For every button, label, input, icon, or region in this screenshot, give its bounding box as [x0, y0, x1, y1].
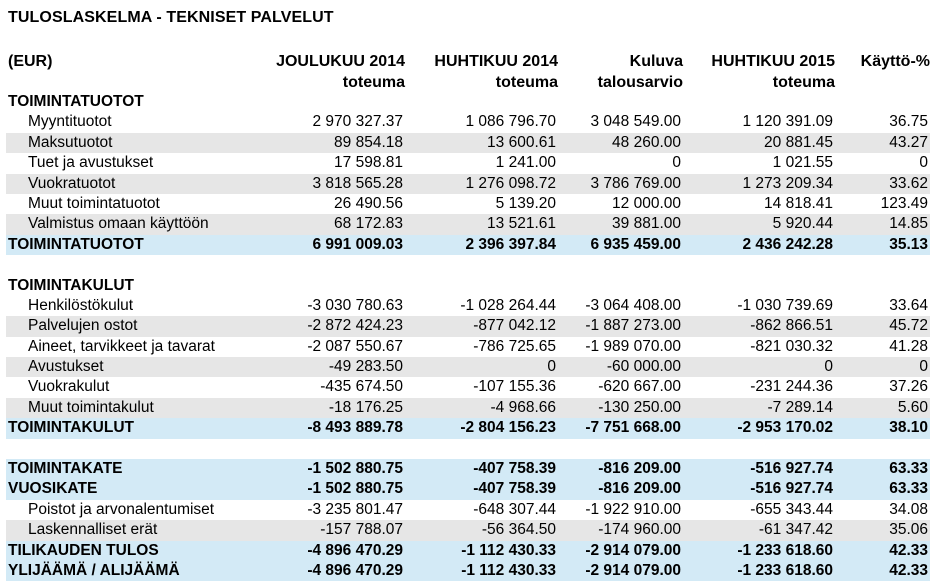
cell-col5: 33.62	[889, 174, 928, 192]
table-row	[6, 296, 930, 316]
cell-col2: -407 758.39	[473, 460, 556, 478]
cell-col3: -816 209.00	[598, 480, 681, 498]
cell-col2: -1 112 430.33	[461, 561, 556, 579]
cell-col3: 3 786 769.00	[590, 174, 681, 192]
cell-col5: 33.64	[889, 296, 928, 314]
cell-col5: 41.28	[889, 337, 928, 355]
header-col3-line1: Kuluva	[629, 53, 683, 70]
cell-col4: -821 030.32	[750, 337, 833, 355]
table-row	[6, 337, 930, 357]
cell-col2: -107 155.36	[473, 378, 556, 396]
cell-col4: -2 953 170.02	[737, 419, 833, 437]
row-label: Muut toimintakulut	[28, 398, 154, 416]
row-label: TOIMINTATUOTOT	[8, 235, 144, 253]
header-col4-line1: HUHTIKUU 2015	[711, 53, 835, 70]
cell-col5: 43.27	[889, 133, 928, 151]
cell-col1: -1 502 880.75	[307, 460, 403, 478]
total-row	[6, 235, 930, 255]
header-col2-line1: HUHTIKUU 2014	[434, 53, 558, 70]
cell-col5: 123.49	[880, 194, 928, 212]
header-currency-label: (EUR)	[8, 53, 53, 70]
row-label: Vuokratuotot	[28, 174, 116, 192]
cell-col4: 1 021.55	[772, 154, 833, 172]
cell-col5: 37.26	[889, 378, 928, 396]
cell-col3: 39 881.00	[612, 215, 681, 233]
cell-col2: 1 276 098.72	[465, 174, 556, 192]
cell-col5: 38.10	[889, 419, 928, 437]
cell-col5: 36.75	[889, 113, 928, 131]
total-row	[6, 561, 930, 581]
row-label: Henkilöstökulut	[28, 296, 134, 314]
cell-col4: -516 927.74	[750, 460, 833, 478]
cell-col2: -407 758.39	[473, 480, 556, 498]
header-col1-line1: JOULUKUU 2014	[276, 53, 405, 70]
cell-col2: 2 396 397.84	[465, 235, 556, 253]
cell-col1: 89 854.18	[334, 133, 403, 151]
cell-col1: -3 030 780.63	[307, 296, 403, 314]
cell-col3: 48 260.00	[612, 133, 681, 151]
table-row	[6, 214, 930, 234]
header-col-kaytto-percent	[861, 51, 930, 72]
cell-col3: -2 914 079.00	[585, 541, 681, 559]
table-row	[6, 398, 930, 418]
table-row	[6, 500, 930, 520]
cell-col4: 2 436 242.28	[742, 235, 833, 253]
row-label: VUOSIKATE	[8, 480, 98, 498]
cell-col4: -655 343.44	[750, 500, 833, 518]
row-label: Poistot ja arvonalentumiset	[28, 500, 215, 518]
table-row	[6, 357, 930, 377]
total-row	[6, 541, 930, 561]
total-row	[6, 459, 930, 479]
table-row	[6, 316, 930, 336]
cell-col4: -231 244.36	[750, 378, 833, 396]
header-col3-line2: talousarvio	[597, 74, 683, 91]
cell-col2: -1 112 430.33	[461, 541, 556, 559]
cell-col3: 3 048 549.00	[590, 113, 681, 131]
row-label: Muut toimintatuotot	[28, 194, 160, 212]
cell-col3: -7 751 668.00	[585, 419, 681, 437]
row-label: Aineet, tarvikkeet ja tavarat	[28, 337, 215, 355]
header-col-huhtikuu-2014	[434, 51, 558, 93]
cell-col5: 0	[919, 358, 928, 376]
header-col1-line2: toteuma	[342, 74, 405, 91]
table-row	[6, 520, 930, 540]
cell-col4: 1 120 391.09	[742, 113, 833, 131]
row-label: TOIMINTATUOTOT	[8, 93, 144, 110]
cell-col5: 63.33	[889, 460, 928, 478]
cell-col3: 6 935 459.00	[590, 235, 681, 253]
row-label: Tuet ja avustukset	[28, 154, 154, 172]
cell-col3: 12 000.00	[612, 194, 681, 212]
row-label: TOIMINTAKULUT	[8, 419, 134, 437]
cell-col4: 20 881.45	[764, 133, 833, 151]
cell-col1: -4 896 470.29	[307, 541, 403, 559]
cell-col1: -2 087 550.67	[307, 337, 403, 355]
cell-col2: 0	[547, 358, 556, 376]
cell-col2: -877 042.12	[473, 317, 556, 335]
cell-col4: 14 818.41	[764, 194, 833, 212]
spacer-row	[6, 255, 930, 275]
cell-col3: -1 989 070.00	[585, 337, 681, 355]
cell-col2: 5 139.20	[495, 194, 556, 212]
cell-col1: 2 970 327.37	[312, 113, 403, 131]
cell-col4: -1 233 618.60	[737, 561, 833, 579]
cell-col5: 34.08	[889, 500, 928, 518]
cell-col3: 0	[672, 154, 681, 172]
cell-col3: -174 960.00	[598, 521, 681, 539]
row-label: Vuokrakulut	[28, 378, 110, 396]
cell-col3: -1 887 273.00	[585, 317, 681, 335]
cell-col5: 35.13	[889, 235, 928, 253]
table-row	[6, 133, 930, 153]
cell-col5: 42.33	[889, 541, 928, 559]
table-row	[6, 377, 930, 397]
cell-col1: 26 490.56	[334, 194, 403, 212]
table-row	[6, 153, 930, 173]
header-col5-line1: Käyttö-%	[860, 53, 930, 70]
cell-col2: 1 086 796.70	[465, 113, 556, 131]
row-label: TOIMINTAKATE	[8, 460, 123, 478]
cell-col4: -61 347.42	[758, 521, 833, 539]
cell-col5: 63.33	[889, 480, 928, 498]
page-title: TULOSLASKELMA - TEKNISET PALVELUT	[8, 9, 334, 26]
cell-col4: 5 920.44	[772, 215, 833, 233]
section-header-row	[6, 92, 930, 112]
cell-col1: -18 176.25	[328, 398, 403, 416]
row-label: Myyntituotot	[28, 113, 112, 131]
cell-col2: -4 968.66	[490, 398, 556, 416]
row-label: TILIKAUDEN TULOS	[8, 541, 159, 559]
cell-col1: -4 896 470.29	[307, 561, 403, 579]
row-label: TOIMINTAKULUT	[8, 276, 134, 294]
cell-col2: -648 307.44	[473, 500, 556, 518]
cell-col5: 45.72	[889, 317, 928, 335]
cell-col3: -3 064 408.00	[585, 296, 681, 314]
cell-col3: -2 914 079.00	[585, 561, 681, 579]
cell-col3: -1 922 910.00	[585, 500, 681, 518]
header-col-huhtikuu-2015	[711, 51, 835, 93]
cell-col4: -1 030 739.69	[737, 296, 833, 314]
cell-col5: 5.60	[897, 398, 928, 416]
table-row	[6, 174, 930, 194]
row-label: Avustukset	[28, 358, 104, 376]
cell-col5: 35.06	[889, 521, 928, 539]
cell-col4: 0	[824, 358, 833, 376]
cell-col1: 6 991 009.03	[312, 235, 403, 253]
cell-col4: -862 866.51	[750, 317, 833, 335]
cell-col1: -435 674.50	[320, 378, 403, 396]
header-col-joulukuu-2014	[276, 51, 405, 93]
spacer-row	[6, 439, 930, 459]
cell-col1: -49 283.50	[328, 358, 403, 376]
section-header-row	[6, 276, 930, 296]
total-row	[6, 418, 930, 438]
income-statement-table	[6, 92, 930, 581]
row-label: YLIJÄÄMÄ / ALIJÄÄMÄ	[8, 561, 180, 579]
cell-col1: 68 172.83	[334, 215, 403, 233]
cell-col4: 1 273 209.34	[742, 174, 833, 192]
row-label: Maksutuotot	[28, 133, 113, 151]
cell-col1: -8 493 889.78	[307, 419, 403, 437]
header-currency	[8, 51, 52, 72]
cell-col3: -816 209.00	[598, 460, 681, 478]
cell-col2: -56 364.50	[481, 521, 556, 539]
cell-col1: 17 598.81	[334, 154, 403, 172]
cell-col2: 13 521.61	[487, 215, 556, 233]
cell-col2: 1 241.00	[495, 154, 556, 172]
cell-col1: -157 788.07	[320, 521, 403, 539]
cell-col2: -2 804 156.23	[460, 419, 556, 437]
cell-col5: 14.85	[889, 215, 928, 233]
cell-col4: -7 289.14	[767, 398, 833, 416]
row-label: Laskennalliset erät	[28, 521, 158, 539]
cell-col3: -130 250.00	[598, 398, 681, 416]
cell-col5: 0	[919, 154, 928, 172]
cell-col2: -1 028 264.44	[460, 296, 556, 314]
table-row	[6, 194, 930, 214]
cell-col3: -60 000.00	[606, 358, 681, 376]
row-label: Valmistus omaan käyttöön	[28, 215, 209, 233]
cell-col5: 42.33	[889, 561, 928, 579]
header-col2-line2: toteuma	[495, 74, 558, 91]
cell-col4: -1 233 618.60	[737, 541, 833, 559]
total-row	[6, 479, 930, 499]
cell-col1: 3 818 565.28	[312, 174, 403, 192]
header-col4-line2: toteuma	[772, 74, 835, 91]
cell-col3: -620 667.00	[598, 378, 681, 396]
cell-col1: -2 872 424.23	[307, 317, 403, 335]
row-label: Palvelujen ostot	[28, 317, 138, 335]
cell-col1: -3 235 801.47	[307, 500, 403, 518]
cell-col2: 13 600.61	[487, 133, 556, 151]
cell-col1: -1 502 880.75	[307, 480, 403, 498]
table-row	[6, 112, 930, 132]
header-col-kuluva-talousarvio	[598, 51, 683, 93]
cell-col2: -786 725.65	[473, 337, 556, 355]
cell-col4: -516 927.74	[750, 480, 833, 498]
